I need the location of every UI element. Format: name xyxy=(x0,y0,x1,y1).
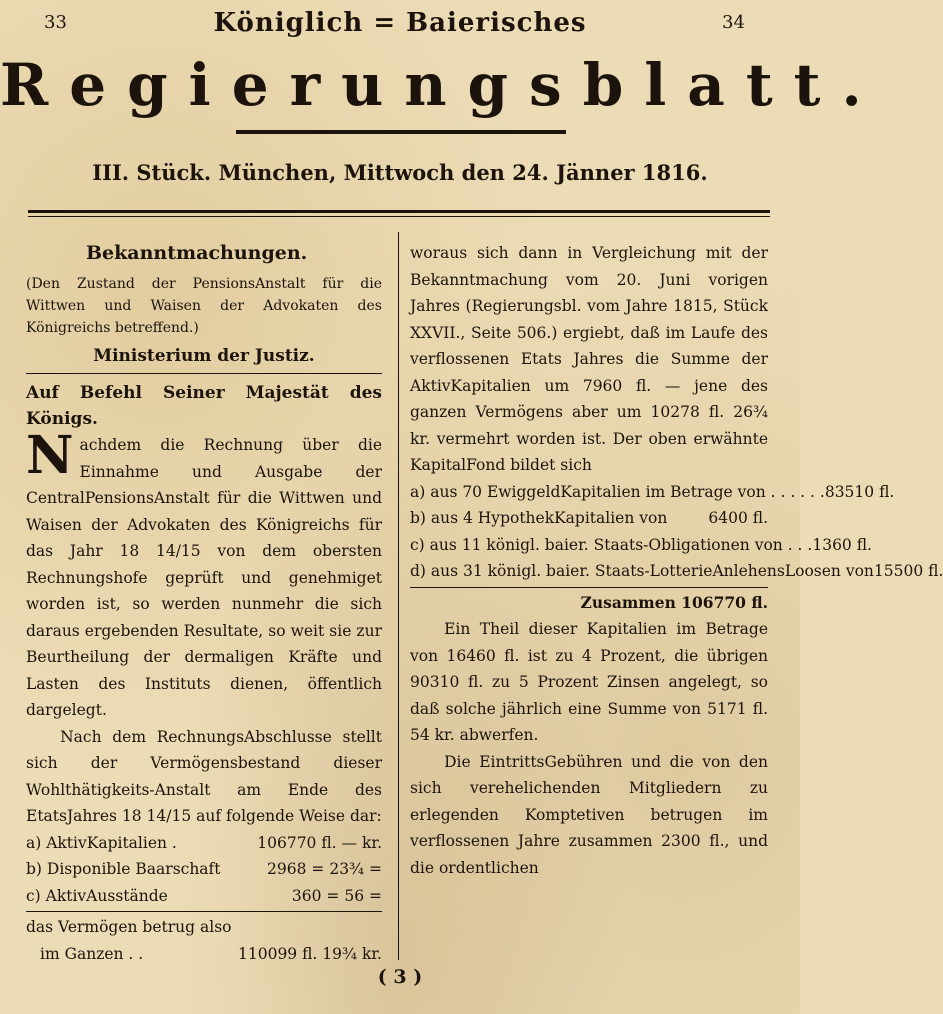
ministry-heading: Ministerium der Justiz. xyxy=(93,345,315,366)
list-item-c: c) AktivAusstände 360 = 56 = xyxy=(26,886,382,905)
fund-item-a: a) aus 70 EwiggeldKapitalien im Betrage von . . . . . . 83510 fl. xyxy=(410,482,895,501)
divider-bottom xyxy=(28,216,770,217)
right-paragraph-1: woraus sich dann in Vergleichung mit der Bekanntmachung vom 20. Juni vorigen Jahres (Regierungsbl. vom Jahre 1815, Stück XXVII., Seite 506.) ergiebt, daß im Laufe des verflossenen Etats Jahres die Summe der AktivKapitalien um 7960 fl. — jene des ganzen Vermögens aber um 10278 fl. 26¾ kr. vermehrt worden ist. Der oben erwähnte KapitalFond bildet sich xyxy=(410,244,768,474)
page-number-left: 33 xyxy=(44,12,67,33)
section-heading: Bekanntmachungen. xyxy=(86,242,308,264)
total-line: im Ganzen . . 110099 fl. 19¾ kr. xyxy=(40,944,382,963)
ministry-rule xyxy=(26,373,382,374)
page-number-right: 34 xyxy=(722,12,745,33)
column-divider xyxy=(398,232,399,960)
fund-item-b: b) aus 4 HypothekKapitalien von 6400 fl. xyxy=(410,509,768,527)
left-column xyxy=(26,240,382,967)
subject-note: (Den Zustand der PensionsAnstalt für die Wittwen und Waisen der Advokaten des Königreichs betreffend.) xyxy=(26,275,382,336)
right-column xyxy=(410,240,943,881)
right-paragraph-2: Ein Theil dieser Kapitalien im Betrage von 16460 fl. ist zu 4 Prozent, die übrigen 90310 fl. zu 5 Prozent Zinsen angelegt, so daß solche jährlich eine Summe von 5171 fl. 54 kr. abwerfen. xyxy=(410,620,768,744)
fund-sum-rule xyxy=(410,587,768,588)
page-footer-number: ( 3 ) xyxy=(377,966,423,988)
list-item-b: b) Disponible Baarschaft 2968 = 23¾ = xyxy=(26,860,382,878)
fund-total: Zusammen 106770 fl. xyxy=(580,592,768,612)
total-intro: das Vermögen betrug also xyxy=(26,918,232,936)
masthead-underline xyxy=(236,130,566,134)
list-item-a: a) AktivKapitalien . 106770 fl. — kr. xyxy=(26,833,382,852)
issue-line: III. Stück. München, Mittwoch den 24. Jänner 1816. xyxy=(92,160,708,185)
fund-item-d: d) aus 31 königl. baier. Staats-LotterieAnlehensLoosen von 15500 fl. xyxy=(410,562,943,580)
right-paragraph-3: Die EintrittsGebühren und die von den sich verehelichenden Mitgliedern zu erlegenden Komptetiven betrugen im verflossenen Jahre zusammen 2300 fl., und die ordentlichen xyxy=(410,752,768,877)
paragraph-2: Nach dem RechnungsAbschlusse stellt sich der Vermögensbestand dieser Wohlthätigkeits-Anstalt am Ende des EtatsJahres 18 14/15 auf folgende Weise dar: xyxy=(26,727,382,825)
fund-item-c: c) aus 11 königl. baier. Staats-Obligationen von . . . 1360 fl. xyxy=(410,535,872,554)
drop-cap: N xyxy=(26,425,74,486)
masthead-kicker: Königlich = Baierisches xyxy=(213,8,587,38)
sum-rule xyxy=(26,911,382,912)
divider-top xyxy=(28,210,770,213)
order-heading: Auf Befehl Seiner Majestät des Königs. xyxy=(26,383,382,429)
masthead-title: Regierungsblatt. xyxy=(0,51,883,119)
paragraph-1: Nachdem die Rechnung über die Einnahme und Ausgabe der CentralPensionsAnstalt für die Wittwen und Waisen der Advokaten des Königreichs für das Jahr 18 14/15 von dem obersten Rechnungshofe geprüft und genehmiget worden ist, so werden nunmehr die sich daraus ergebenden Resultate, so weit sie zur Beurtheilung der dermaligen Kräfte und Lasten des Instituts dienen, öffentlich dargelegt. xyxy=(26,425,382,719)
